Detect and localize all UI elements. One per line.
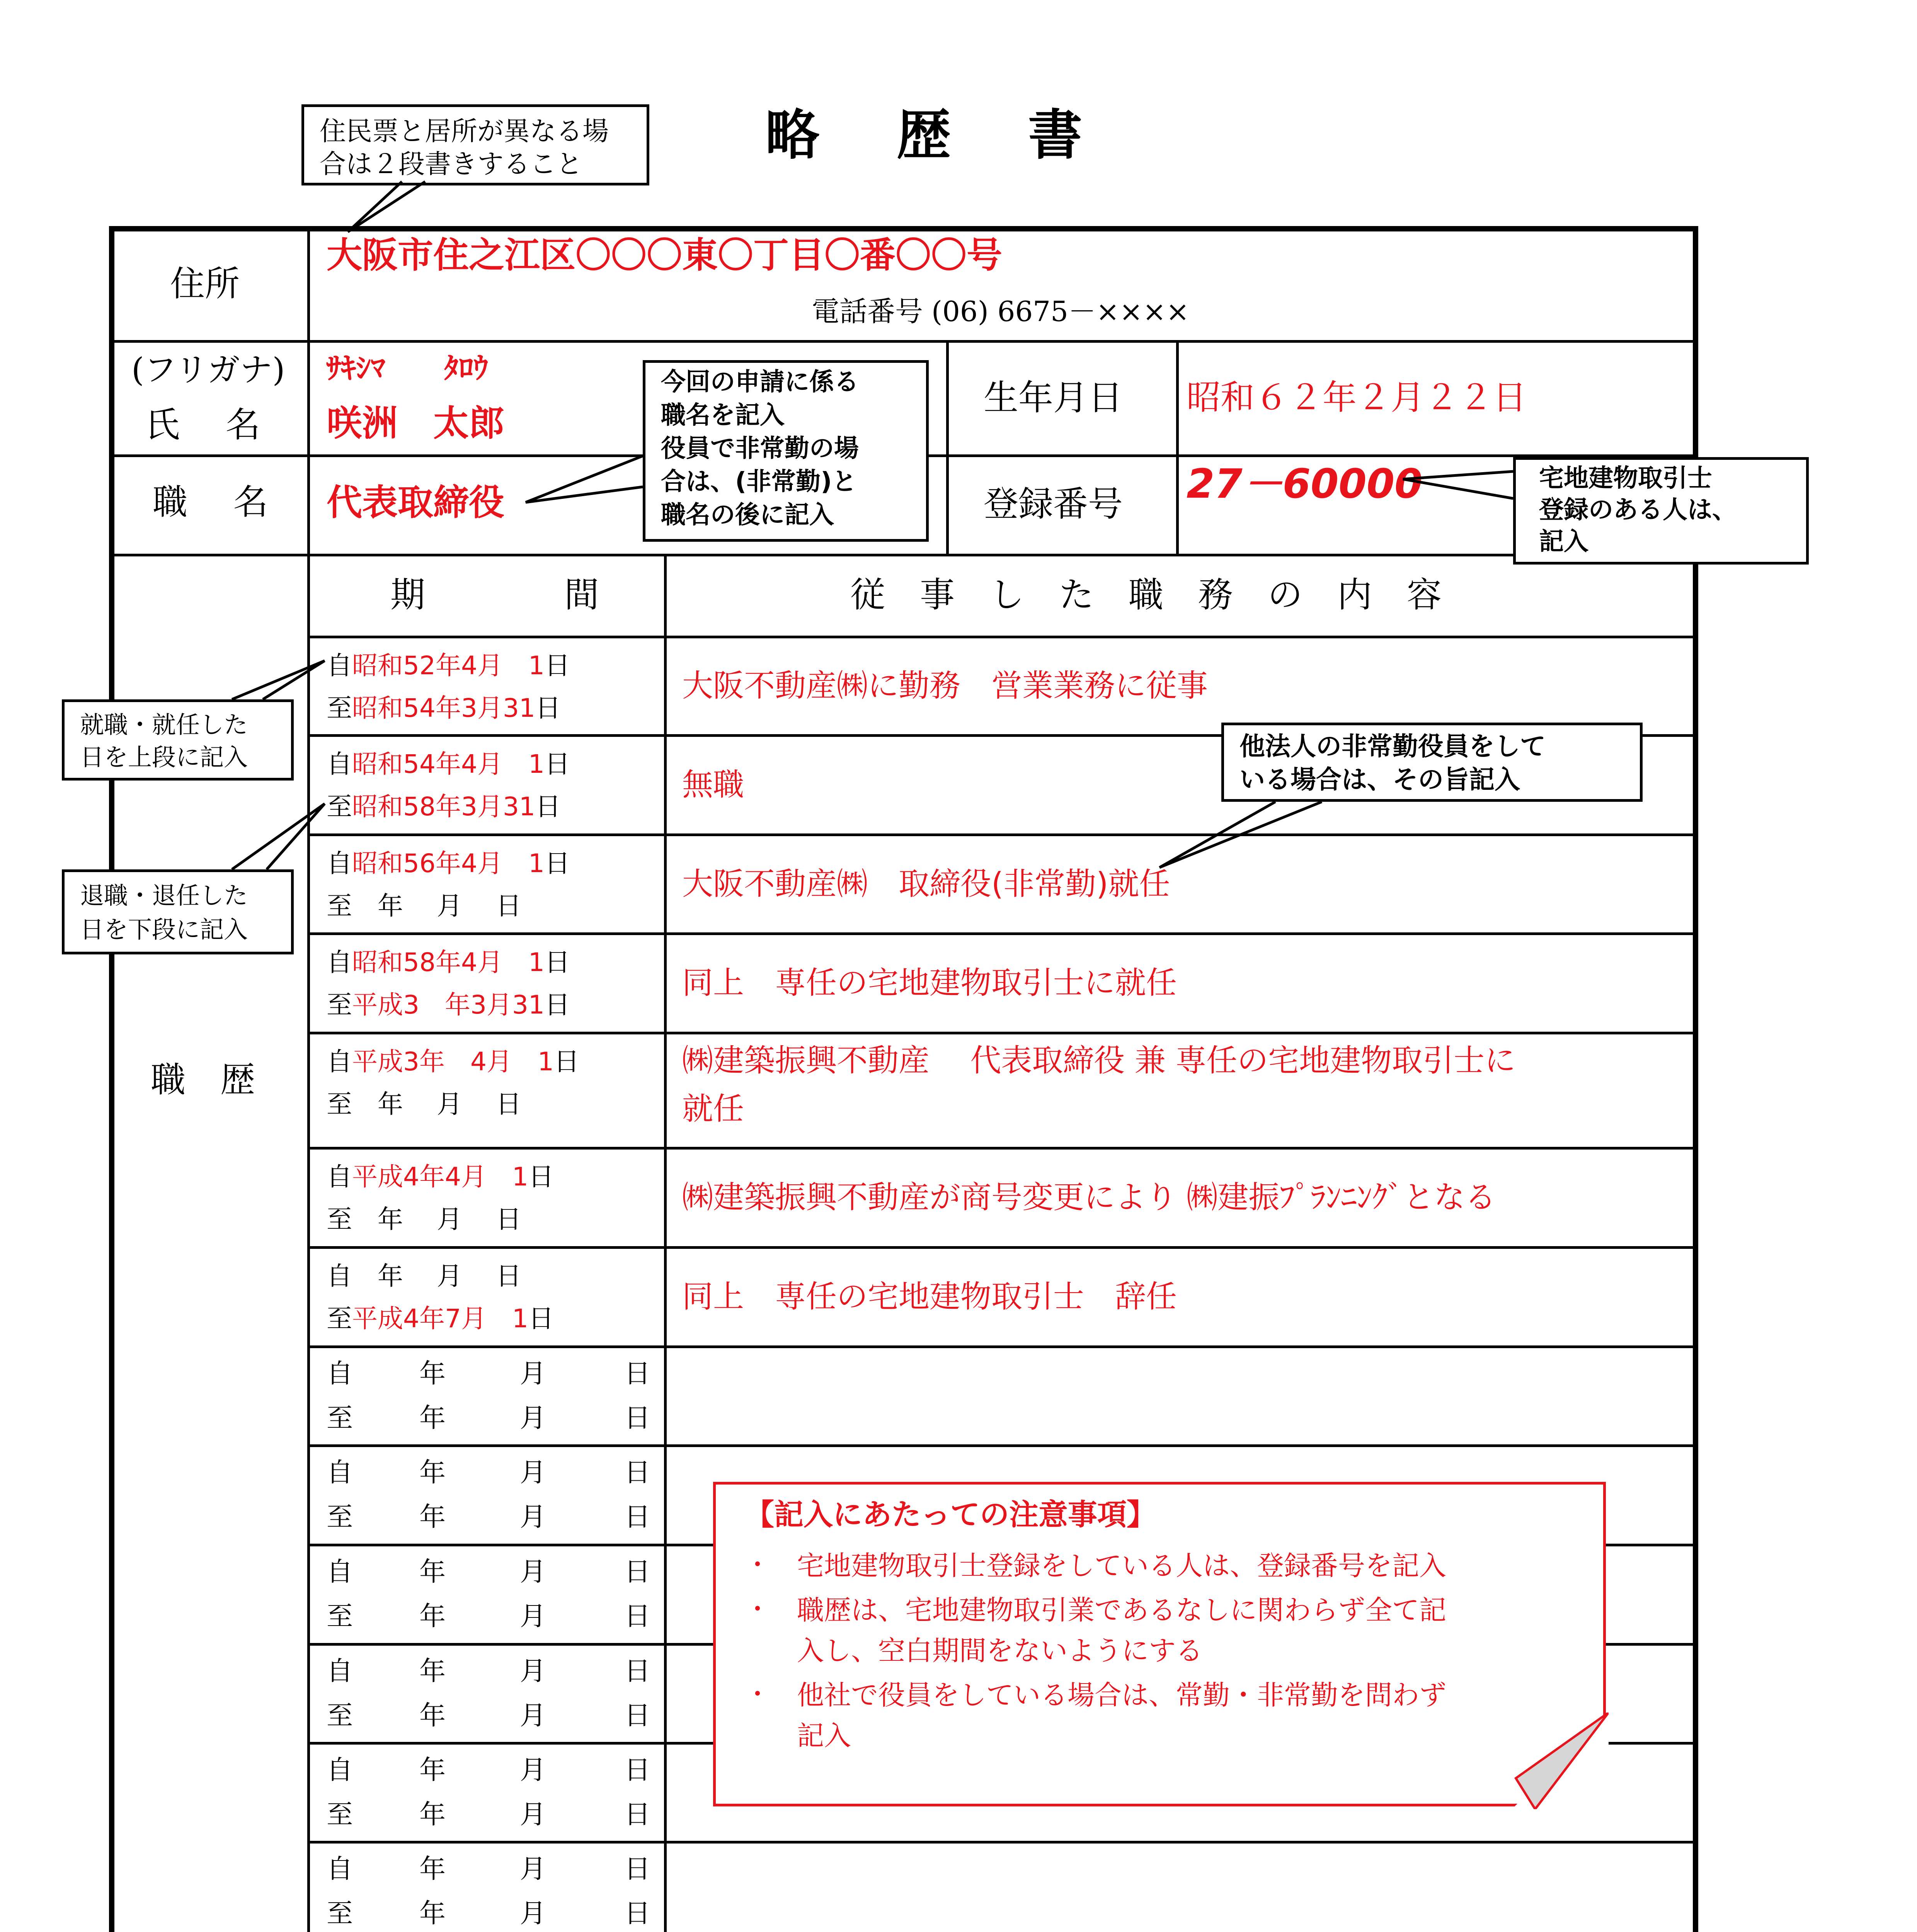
month-label: 月 — [520, 1403, 546, 1434]
history-content: 同上 専任の宅地建物取引士に就任 — [682, 965, 1177, 1001]
year-label: 年 — [419, 1656, 446, 1687]
from-prefix: 自 — [327, 849, 352, 878]
year-label: 年 — [419, 1799, 446, 1830]
history-content: 大阪不動産㈱ 取締役(非常勤)就任 — [682, 866, 1170, 902]
notice-bullet: ・ — [745, 1550, 770, 1580]
to-suffix: 日 — [535, 792, 561, 821]
reg-note-line: 記入 — [1539, 527, 1588, 556]
to-prefix: 至 — [327, 1304, 352, 1333]
birth-value: 昭和６２年２月２２日 — [1187, 378, 1527, 417]
address-note-line1: 住民票と居所が異なる場 — [320, 116, 609, 147]
month-label: 月 — [520, 1799, 546, 1830]
day-label: 日 — [624, 1458, 651, 1488]
period-prefix: 至 — [327, 1403, 353, 1434]
to-prefix: 至 — [327, 891, 352, 921]
name-label: 氏 名 — [145, 405, 260, 445]
page-title: 略 歴 書 — [765, 104, 1094, 167]
period-prefix: 自 — [327, 1854, 353, 1884]
day-label: 日 — [624, 1601, 651, 1632]
to-prefix: 至 — [327, 1089, 352, 1119]
period-prefix: 自 — [327, 1557, 353, 1587]
end-note-line1: 退職・退任した — [80, 881, 248, 910]
from-prefix: 自 — [327, 1261, 352, 1291]
from-date: 平成3年 4月 1 — [352, 1047, 554, 1077]
year-label: 年 — [419, 1403, 446, 1434]
furigana-label: (フリガナ) — [131, 351, 285, 389]
history-content: 無職 — [682, 767, 744, 803]
position-note-line: 職名を記入 — [661, 401, 785, 430]
to-prefix: 至 — [327, 792, 352, 821]
day-label: 日 — [624, 1359, 651, 1389]
position-note-line: 今回の申請に係る — [661, 368, 859, 396]
to-suffix: 年 月 日 — [352, 1204, 521, 1234]
to-date: 平成3 年3月31 — [352, 990, 545, 1020]
history-content: 同上 専任の宅地建物取引士 辞任 — [682, 1279, 1177, 1315]
reg-note-line: 宅地建物取引士 — [1539, 464, 1712, 493]
history-content-continued: 就任 — [682, 1091, 744, 1127]
phone-label: 電話番号 — [812, 295, 923, 328]
period-prefix: 至 — [327, 1799, 353, 1830]
month-label: 月 — [520, 1854, 546, 1884]
year-label: 年 — [419, 1854, 446, 1884]
notice-bullet: ・ — [745, 1679, 770, 1709]
from-prefix: 自 — [327, 947, 352, 977]
name-value: 咲洲 太郎 — [327, 403, 505, 444]
from-prefix: 自 — [327, 651, 352, 680]
to-suffix: 日 — [535, 693, 561, 723]
notice-item1: 宅地建物取引士登録をしている人は、登録番号を記入 — [797, 1550, 1446, 1582]
day-label: 日 — [624, 1403, 651, 1434]
period-prefix: 至 — [327, 1502, 353, 1532]
to-suffix: 年 月 日 — [352, 891, 521, 921]
position-note-line: 合は、(非常勤)と — [661, 468, 857, 496]
birth-label: 生年月日 — [984, 378, 1123, 418]
period-prefix: 至 — [327, 1601, 353, 1632]
day-label: 日 — [624, 1898, 651, 1929]
month-label: 月 — [520, 1458, 546, 1488]
from-date: 平成4年4月 1 — [352, 1162, 528, 1192]
day-label: 日 — [624, 1656, 651, 1687]
day-label: 日 — [624, 1854, 651, 1884]
year-label: 年 — [419, 1502, 446, 1532]
month-label: 月 — [520, 1898, 546, 1929]
period-prefix: 自 — [327, 1755, 353, 1786]
reg-label: 登録番号 — [984, 484, 1123, 524]
content-header: 従 事 し た 職 務 の 内 容 — [850, 575, 1442, 615]
position-note-line: 職名の後に記入 — [661, 501, 834, 529]
from-suffix: 日 — [544, 651, 570, 680]
to-date: 昭和58年3月31 — [352, 792, 535, 821]
period-prefix: 自 — [327, 1656, 353, 1687]
notice-item2b: 入し、空白期間をないようにする — [797, 1635, 1203, 1667]
month-label: 月 — [520, 1701, 546, 1731]
year-label: 年 — [419, 1557, 446, 1587]
to-prefix: 至 — [327, 693, 352, 723]
notice-bullet: ・ — [745, 1594, 770, 1624]
year-label: 年 — [419, 1755, 446, 1786]
end-note-line2: 日を下段に記入 — [80, 915, 248, 944]
from-date: 昭和52年4月 1 — [352, 651, 545, 680]
day-label: 日 — [624, 1557, 651, 1587]
notice-title: 【記入にあたっての注意事項】 — [745, 1497, 1156, 1532]
from-prefix: 自 — [327, 1162, 352, 1192]
from-suffix: 日 — [553, 1047, 579, 1077]
month-label: 月 — [520, 1502, 546, 1532]
notice-item3a: 他社で役員をしている場合は、常勤・非常勤を問わず — [797, 1679, 1446, 1711]
period-prefix: 至 — [327, 1701, 353, 1731]
position-label: 職 名 — [153, 482, 268, 522]
year-label: 年 — [419, 1898, 446, 1929]
to-suffix: 日 — [528, 1304, 554, 1333]
day-label: 日 — [624, 1799, 651, 1830]
from-date: 昭和58年4月 1 — [352, 947, 545, 977]
address-label: 住所 — [170, 264, 240, 304]
history-label: 職 歴 — [151, 1060, 255, 1100]
address-value: 大阪市住之江区〇〇〇東〇丁目〇番〇〇号 — [327, 235, 1003, 276]
day-label: 日 — [624, 1755, 651, 1786]
to-date: 昭和54年3月31 — [352, 693, 535, 723]
concurrent-note-line2: いる場合は、その旨記入 — [1239, 765, 1520, 794]
year-label: 年 — [419, 1359, 446, 1389]
year-label: 年 — [419, 1701, 446, 1731]
from-suffix: 日 — [544, 849, 570, 878]
month-label: 月 — [520, 1601, 546, 1632]
period-prefix: 自 — [327, 1458, 353, 1488]
from-suffix: 日 — [528, 1162, 554, 1192]
from-date: 昭和54年4月 1 — [352, 749, 545, 779]
to-prefix: 至 — [327, 1204, 352, 1234]
furigana-value: ｻｷｼﾏ ﾀﾛｳ — [327, 351, 488, 385]
from-suffix: 年 月 日 — [352, 1261, 521, 1291]
history-content: ㈱建築振興不動産が商号変更により ㈱建振ﾌﾟﾗﾝﾆﾝｸﾞとなる — [682, 1179, 1496, 1215]
month-label: 月 — [520, 1656, 546, 1687]
history-content: ㈱建築振興不動産 代表取締役 兼 専任の宅地建物取引士に — [682, 1043, 1516, 1078]
reg-note-line: 登録のある人は、 — [1539, 496, 1737, 524]
year-label: 年 — [419, 1458, 446, 1488]
from-date: 昭和56年4月 1 — [352, 849, 545, 878]
period-prefix: 至 — [327, 1898, 353, 1929]
period-header: 期 間 — [390, 575, 599, 615]
to-prefix: 至 — [327, 990, 352, 1020]
notice-item3b: 記入 — [797, 1720, 851, 1752]
position-value: 代表取締役 — [327, 482, 505, 523]
notice-item2a: 職歴は、宅地建物取引業であるなしに関わらず全て記 — [797, 1594, 1446, 1626]
from-prefix: 自 — [327, 749, 352, 779]
to-suffix: 日 — [544, 990, 570, 1020]
concurrent-note-line1: 他法人の非常勤役員をして — [1239, 731, 1546, 761]
month-label: 月 — [520, 1755, 546, 1786]
reg-value: 27－60000 — [1187, 460, 1423, 507]
to-suffix: 年 月 日 — [352, 1089, 521, 1119]
address-note-line2: 合は２段書きすること — [320, 149, 583, 180]
to-date: 平成4年7月 1 — [352, 1304, 528, 1333]
start-note-line1: 就職・就任した — [80, 711, 248, 739]
position-note-line: 役員で非常勤の場 — [661, 434, 859, 463]
day-label: 日 — [624, 1502, 651, 1532]
start-note-line2: 日を上段に記入 — [80, 743, 248, 771]
from-suffix: 日 — [544, 947, 570, 977]
month-label: 月 — [520, 1359, 546, 1389]
month-label: 月 — [520, 1557, 546, 1587]
year-label: 年 — [419, 1601, 446, 1632]
period-prefix: 自 — [327, 1359, 353, 1389]
phone-value: (06) 6675－×××× — [931, 295, 1190, 328]
from-suffix: 日 — [544, 749, 570, 779]
day-label: 日 — [624, 1701, 651, 1731]
from-prefix: 自 — [327, 1047, 352, 1077]
history-content: 大阪不動産㈱に勤務 営業業務に従事 — [682, 668, 1208, 704]
